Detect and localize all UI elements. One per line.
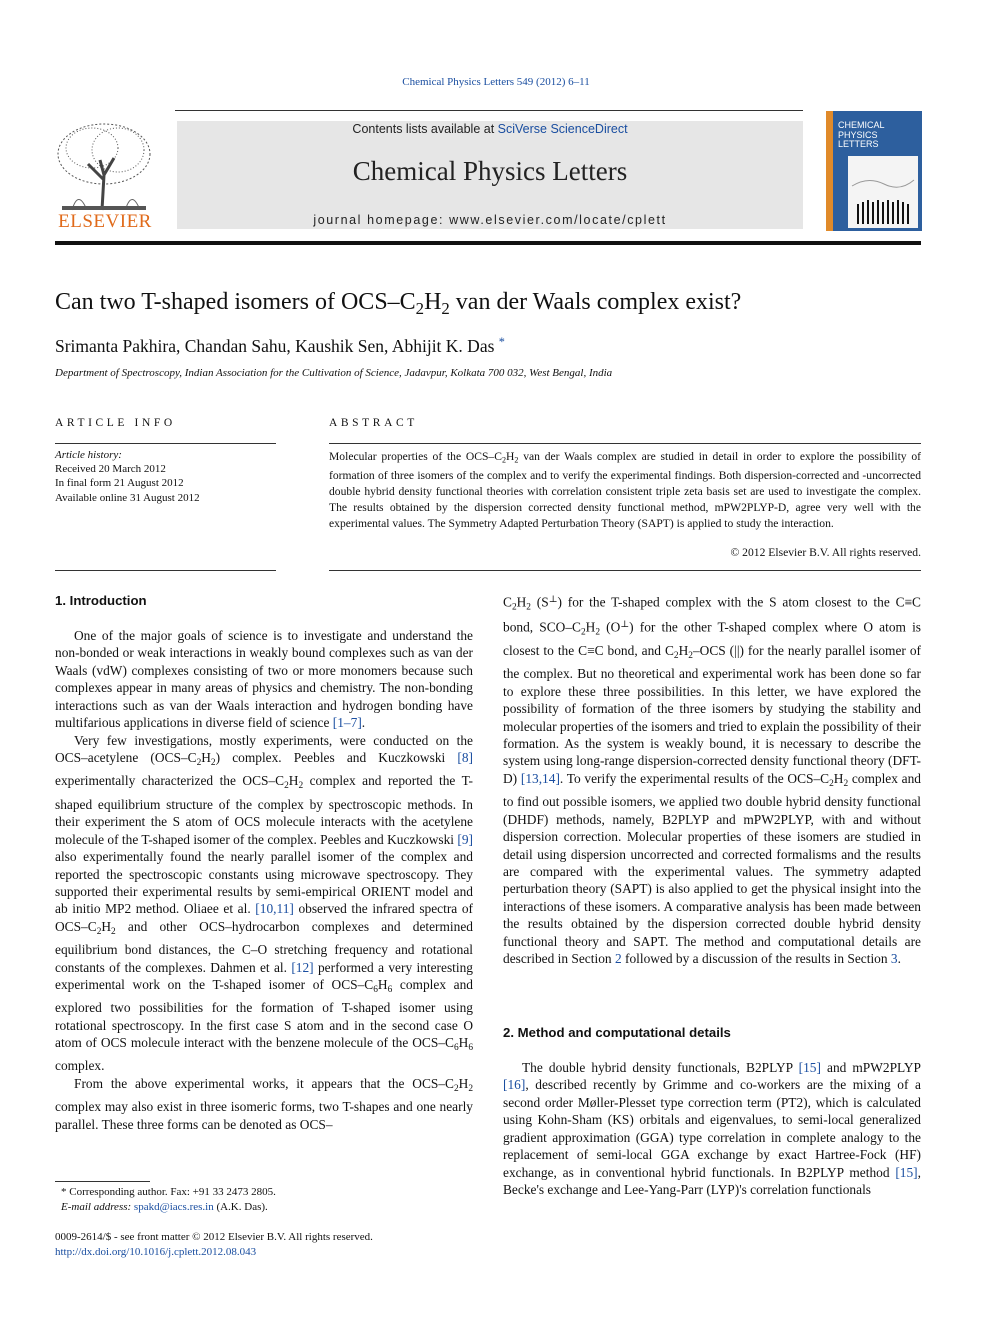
header-top-rule [175,110,803,111]
journal-reference-link[interactable]: Chemical Physics Letters 549 (2012) 6–11 [402,76,590,88]
journal-title: Chemical Physics Letters [352,156,628,186]
cover-image [848,156,918,228]
ref-link-13-14[interactable]: [13,14] [520,770,560,786]
journal-cover-thumbnail[interactable] [826,111,922,231]
issn-line: 0009-2614/$ - see front matter © 2012 Elsevier B.V. All rights reserved. [55,1231,373,1243]
right-column-intro-continued [503,592,921,968]
header-thick-rule [55,241,921,245]
final-form-date: In final form 21 August 2012 [55,477,184,490]
intro-paragraph-3: From the above experimental works, it appears that the OCS–$C_2H_2$ complex may also exist in three isomeric forms, two T-shapes and one nearly parallel. These three forms can be denoted as OCS– [55,1075,473,1132]
author-list: Srimanta Pakhira, Chandan Sahu, Kaushik Sen, Abhijit K. Das * [55,335,505,357]
article-info-heading: ARTICLE INFO [55,417,176,429]
author-affiliation: Department of Spectroscopy, Indian Association for the Cultivation of Science, Jadavpur, Kolkata 700 032, West Bengal, India [55,367,613,379]
tree-icon [52,120,156,212]
history-label: Article history: [55,449,122,461]
cover-title [838,121,918,150]
issn-block [55,1230,495,1259]
right-column-methods [503,1059,921,1199]
cover-line-3: LETTERS [838,139,879,149]
article-history [55,448,276,505]
section-2-heading: 2. Method and computational details [503,1025,731,1040]
contents-prefix: Contents lists available at [352,122,498,136]
intro-paragraph-3-continued: $C_2H_2$ (S⊥) for the T-shaped complex with the S atom closest to the C≡C bond, SCO–$C_2H_2$ (O⊥) for the other T-shaped complex where O atom is closest to the C≡C bond, and $C_2H_2$–OCS (||) for the nearly parallel isomer of the complex. But no theoretical and experimental work has been done so far to explore these three possibilities. In this letter, we have explored the possibility of formation of the three isomers by studying the stability and molecular properties of the isomers and tried to explain the possibility of their formation. As the system is weakly bound, it is necessary to describe the system using long-range dispersion-corrected density functional theory (DFT-D) [13,14]. To verify the experimental results of the OCS–$C_2H_2$ complex and to find out possible isomers, we applied two double hybrid density functional (DHDF) methods, namely, B2PLYP and mPW2PLYP, with and without dispersion correction. Molecular properties of these isomers are studied in detail using dispersion uncorrected and corrected formalisms and the results are compared with the experimental values. The symmetry adapted perturbation theory (SAPT) is also applied to get the physical insight into the interactions of these isomers. A comparative analysis has been made between the results obtained by the dispersion corrected double hybrid density functional theory and SAPT. The method and computational details are described in Section 2 followed by a discussion of the results in Section 3. [503,594,922,967]
abstract-rule-top [329,443,921,444]
contents-line [177,122,803,136]
abstract-copyright: © 2012 Elsevier B.V. All rights reserved. [730,546,921,559]
author-email-link[interactable]: spakd@iacs.res.in [133,1201,214,1213]
section-1-heading: 1. Introduction [55,593,147,608]
ref-link-15b[interactable]: [15] [895,1164,918,1180]
intro-paragraph-1: One of the major goals of science is to investigate and understand the non-bonded or weak interactions in weakly bound complexes such as van der Waals (vdW) complexes consisting of two or more monomers because such complexes appear in many areas of physics and chemistry. The non-bonding interactions such as van der Waals interaction and hydrogen bonding have multifarious applications in diverse field of science [1–7]. [55,628,473,731]
intro-paragraph-2: Very few investigations, mostly experiments, were conducted on the OCS–acetylene $(OCS-C_2H_2)$ complex. Peebles and Kuczkowski [8] experimentally characterized the OCS–$C_2H_2$ complex and reported the T-shaped equilibrium structure of the complex by spectroscopic methods. In their experiment the S atom of OCS molecule interacts with the acetylene molecule of the T-shaped isomer of the complex. Peebles and Kuczkowski [9] also experimentally found the nearly parallel isomer of the complex and reported the spectroscopic constants using microwave spectroscopy. They supported their experimental results by semi-empirical ORIENT model and ab initio MP2 method. Oliaee et al. [10,11] observed the infrared spectra of OCS–$C_2H_2$ and other OCS–hydrocarbon complexes and determined equilibrium bond distances, the C–O stretching frequency and rotational constants of the complexes. Dahmen et al. [12] performed a very interesting experimental work on the T-shaped isomer of OCS–$C_6H_6$ complex and explored two possibilities for the formation of T-shaped isomer using rotational spectroscopy. In the first case S atom and in the second case O atom of OCS molecule interact with the benzene molecule of the OCS–$C_6H_6$ complex. [55,732,473,1074]
ref-link-16[interactable]: [16] [503,1077,526,1093]
ref-link-15[interactable]: [15] [798,1060,821,1075]
methods-paragraph-1: The double hybrid density functionals, B2PLYP [15] and mPW2PLYP [16], described recently by Grimme and co-workers are the mixing of a second order Møller-Plesset type correction term (PT2), which is calculated using Kohn-Sham (KS) orbitals and eigenvalues, to semi-local generalized gradient approximation (GGA) type correlation in complete analogy to the replacement of semi-local GGA exchange by exact Hartree-Fock (HF) exchange, as in conventional hybrid functionals. In B2PLYP method [15], Becke's exchange and Lee-Yang-Parr (LYP)'s correlation functionals [503,1060,921,1198]
footnote-rule [55,1181,150,1182]
homepage-line [177,213,803,227]
doi-link[interactable]: http://dx.doi.org/10.1016/j.cplett.2012.08.043 [55,1245,257,1258]
abstract-rule-bottom [329,570,921,571]
abstract-heading: ABSTRACT [329,417,418,429]
abstract-text: Molecular properties of the OCS–$C_2H_2$ van der Waals complex are studied in detail in order to explore the possibility of formation of three isomers of the complex and to verify the experimental findings. Both dispersion-corrected and -uncorrected double hybrid density functional theories with correlation consistent triple zeta basis set are used to investigate the complex. The results obtained by the dispersion corrected density functional method, mPW2PLYP-D, agree very well with the experimental values. The Symmetry Adapted Perturbation Theory (SAPT) is applied to study the interaction. [329,450,922,531]
footnote-email-line: E-mail address: spakd@iacs.res.in (A.K. Das). [61,1201,268,1213]
section-3-link[interactable]: 3 [890,951,898,967]
article-info-rule-bottom [55,570,276,571]
left-column-body [55,627,473,1133]
article-title: Can two T-shaped isomers of OCS–$C_2H_2$ van der Waals complex exist? [55,289,742,319]
corresponding-author-footnote [55,1185,473,1215]
corresponding-author-link[interactable]: * [498,335,505,349]
sciencedirect-link[interactable]: SciVerse ScienceDirect [497,122,628,136]
homepage-prefix: journal homepage: [313,213,450,227]
footnote-line-1: * Corresponding author. Fax: +91 33 2473 2805. [61,1186,276,1198]
ref-link-9[interactable]: [9] [457,831,473,847]
ref-link-10-11[interactable]: [10,11] [255,901,294,917]
ref-link-12[interactable]: [12] [291,959,314,975]
cover-stripe [826,111,833,231]
online-date: Available online 31 August 2012 [55,491,200,504]
article-info-rule-top [55,443,276,444]
homepage-url-link[interactable]: www.elsevier.com/locate/cplett [449,213,667,227]
cover-line-2: PHYSICS [838,129,878,140]
ref-link-1-7[interactable]: [1–7] [332,715,362,731]
elsevier-wordmark: ELSEVIER [58,211,152,232]
received-date: Received 20 March 2012 [55,463,166,476]
cover-line-1: CHEMICAL [838,120,885,130]
cover-spectrum-icon [848,156,918,228]
section-2-link[interactable]: 2 [614,951,622,967]
ref-link-8[interactable]: [8] [457,750,473,766]
